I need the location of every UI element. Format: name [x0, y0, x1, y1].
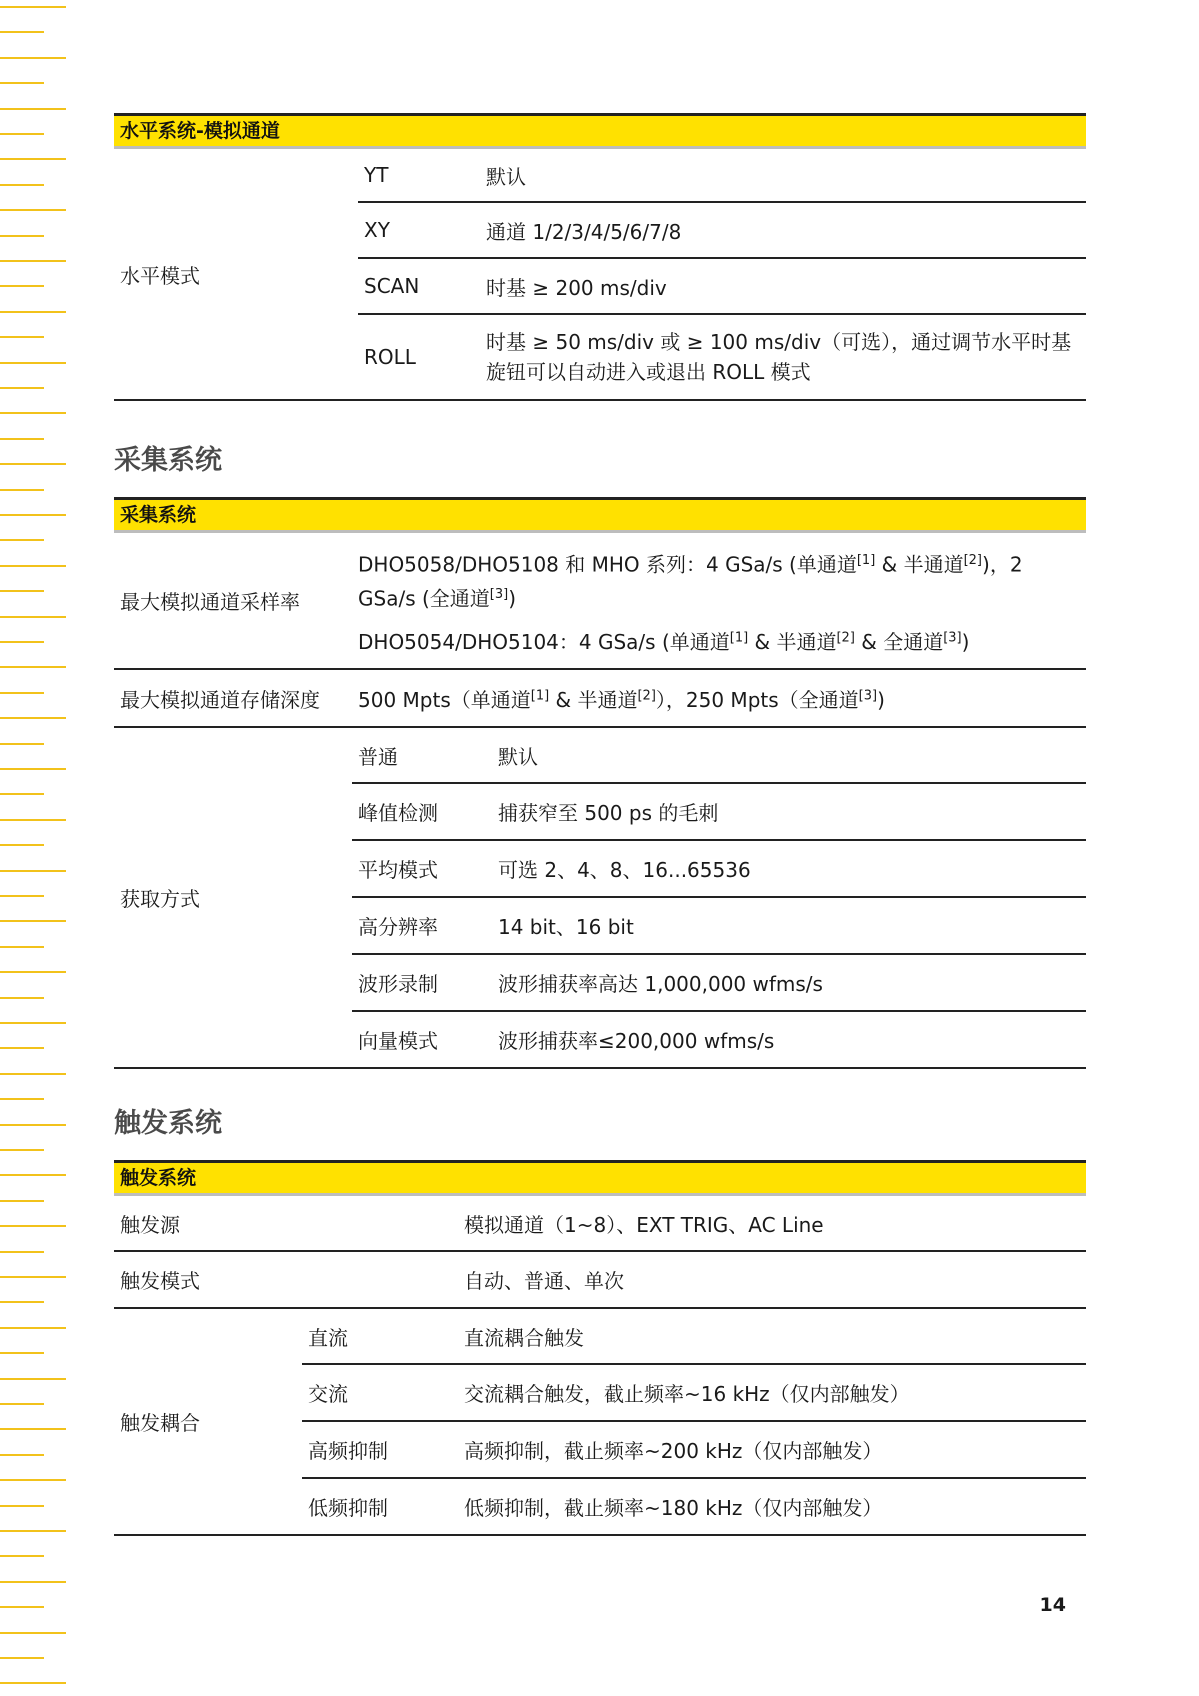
acquisition-heading: 采集系统: [114, 445, 222, 476]
coupling-value: 高频抑制，截止频率~200 kHz（仅内部触发）: [458, 1421, 1086, 1478]
decor-dash: [0, 590, 44, 592]
decor-dash: [0, 1276, 66, 1278]
coupling-value: 低频抑制，截止频率~180 kHz（仅内部触发）: [458, 1478, 1086, 1535]
decor-dash: [0, 362, 66, 364]
mode-key: 平均模式: [352, 840, 492, 897]
decor-dash: [0, 158, 66, 160]
decor-dash: [0, 1225, 66, 1227]
decor-dash: [0, 1149, 44, 1151]
decor-dash: [0, 768, 66, 770]
decor-dash: [0, 311, 66, 313]
decor-dash: [0, 1200, 44, 1202]
decor-dash: [0, 565, 66, 567]
decor-dash: [0, 1301, 44, 1303]
decor-dash: [0, 1505, 44, 1507]
decor-dash: [0, 870, 66, 872]
table-row: [114, 1196, 1086, 1251]
decor-dash: [0, 743, 44, 745]
decor-dash: [0, 616, 66, 618]
row-value: 默认: [480, 149, 1086, 202]
row-value: 时基 ≥ 200 ms/div: [480, 258, 1086, 314]
decor-dash: [0, 31, 44, 33]
decor-dash: [0, 819, 66, 821]
decor-dash: [0, 57, 66, 59]
decor-dash: [0, 997, 44, 999]
decor-dash: [0, 1632, 66, 1634]
mode-key: 波形录制: [352, 954, 492, 1011]
depth-value: 500 Mpts（单通道[1] & 半通道[2]），250 Mpts（全通道[3]): [352, 669, 1086, 727]
trigger-mode-value: 自动、普通、单次: [458, 1251, 1086, 1308]
horizontal-mode-label: 水平模式: [114, 149, 358, 400]
decor-dash: [0, 82, 44, 84]
decor-dash: [0, 514, 66, 516]
mode-value: 捕获窄至 500 ps 的毛刺: [492, 783, 1086, 840]
decor-dash: [0, 1479, 66, 1481]
decor-dash: [0, 1378, 66, 1380]
trigger-source-value: 模拟通道（1~8）、EXT TRIG、AC Line: [458, 1196, 1086, 1251]
depth-label: 最大模拟通道存储深度: [114, 669, 352, 727]
decor-dash: [0, 1682, 66, 1684]
decor-dash: [0, 387, 44, 389]
trigger-coupling-label: 触发耦合: [114, 1308, 302, 1535]
row-key: XY: [358, 202, 480, 258]
horizontal-section: [114, 113, 1086, 401]
decor-dash: [0, 1124, 66, 1126]
decor-dash: [0, 1403, 44, 1405]
decor-dash: [0, 463, 66, 465]
decor-dash: [0, 1098, 44, 1100]
decor-dash: [0, 793, 44, 795]
trigger-mode-label: 触发模式: [114, 1251, 458, 1308]
sample-rate-line-a: DHO5058/DHO5108 和 MHO 系列：4 GSa/s (单通道[1] & 半通道[2])，2 GSa/s (全通道[3]): [358, 553, 1023, 611]
coupling-key: 交流: [302, 1364, 458, 1421]
table-row: [114, 669, 1086, 727]
decor-dash: [0, 209, 66, 211]
decor-dash: [0, 108, 66, 110]
decor-dash: [0, 1022, 66, 1024]
mode-value: 波形捕获率高达 1,000,000 wfms/s: [492, 954, 1086, 1011]
decor-dash: [0, 1352, 44, 1354]
mode-value: 默认: [492, 727, 1086, 783]
mode-value: 14 bit、16 bit: [492, 897, 1086, 954]
decor-dash: [0, 438, 44, 440]
acquisition-section: [114, 497, 1086, 1069]
decor-dash: [0, 1606, 44, 1608]
mode-value: 可选 2、4、8、16...65536: [492, 840, 1086, 897]
decor-dash: [0, 336, 44, 338]
sample-rate-value: [352, 533, 1086, 669]
decor-dash: [0, 1581, 66, 1583]
decor-dash: [0, 1428, 66, 1430]
table-row: [114, 1308, 1086, 1364]
decor-dash: [0, 1073, 66, 1075]
sample-rate-line-b: DHO5054/DHO5104：4 GSa/s (单通道[1] & 半通道[2] & 全通道[3]): [358, 629, 970, 654]
decor-dash: [0, 920, 66, 922]
table-row: [114, 1251, 1086, 1308]
decor-dash: [0, 895, 44, 897]
coupling-value: 交流耦合触发，截止频率~16 kHz（仅内部触发）: [458, 1364, 1086, 1421]
trigger-source-label: 触发源: [114, 1196, 458, 1251]
mode-value: 波形捕获率≤200,000 wfms/s: [492, 1011, 1086, 1068]
coupling-key: 直流: [302, 1308, 458, 1364]
table-row: [114, 727, 1086, 783]
acquisition-mode-label: 获取方式: [114, 727, 352, 1068]
coupling-value: 直流耦合触发: [458, 1308, 1086, 1364]
acquisition-table: [114, 533, 1086, 1069]
mode-key: 普通: [352, 727, 492, 783]
decor-dash: [0, 971, 66, 973]
acquisition-band-title: 采集系统: [114, 497, 1086, 533]
mode-key: 向量模式: [352, 1011, 492, 1068]
decor-dash: [0, 1251, 44, 1253]
decor-dash: [0, 1327, 66, 1329]
decor-dash: [0, 133, 44, 135]
decor-dash: [0, 844, 44, 846]
decor-dash: [0, 412, 66, 414]
decor-dash: [0, 1047, 44, 1049]
decor-dash: [0, 946, 44, 948]
decor-dash: [0, 184, 44, 186]
decor-dash: [0, 489, 44, 491]
page-number: 14: [1039, 1594, 1066, 1616]
left-margin-decoration: [0, 0, 70, 1696]
trigger-table: [114, 1196, 1086, 1536]
decor-dash: [0, 1555, 44, 1557]
decor-dash: [0, 1657, 44, 1659]
sample-rate-label: 最大模拟通道采样率: [114, 533, 352, 669]
row-key: YT: [358, 149, 480, 202]
decor-dash: [0, 641, 44, 643]
decor-dash: [0, 717, 66, 719]
mode-key: 峰值检测: [352, 783, 492, 840]
trigger-band-title: 触发系统: [114, 1160, 1086, 1196]
table-row: [114, 149, 1086, 202]
decor-dash: [0, 1530, 66, 1532]
decor-dash: [0, 1454, 44, 1456]
table-row: [114, 533, 1086, 669]
coupling-key: 低频抑制: [302, 1478, 458, 1535]
decor-dash: [0, 6, 66, 8]
row-key: ROLL: [358, 314, 480, 400]
decor-dash: [0, 692, 44, 694]
row-value: 通道 1/2/3/4/5/6/7/8: [480, 202, 1086, 258]
decor-dash: [0, 539, 44, 541]
trigger-section: [114, 1160, 1086, 1536]
trigger-heading: 触发系统: [114, 1108, 222, 1139]
horizontal-table: [114, 149, 1086, 401]
coupling-key: 高频抑制: [302, 1421, 458, 1478]
decor-dash: [0, 260, 66, 262]
horizontal-band-title: 水平系统-模拟通道: [114, 113, 1086, 149]
mode-key: 高分辨率: [352, 897, 492, 954]
decor-dash: [0, 666, 66, 668]
decor-dash: [0, 235, 44, 237]
decor-dash: [0, 285, 44, 287]
decor-dash: [0, 1174, 66, 1176]
row-value: 时基 ≥ 50 ms/div 或 ≥ 100 ms/div（可选），通过调节水平时基旋钮可以自动进入或退出 ROLL 模式: [480, 314, 1086, 400]
row-key: SCAN: [358, 258, 480, 314]
